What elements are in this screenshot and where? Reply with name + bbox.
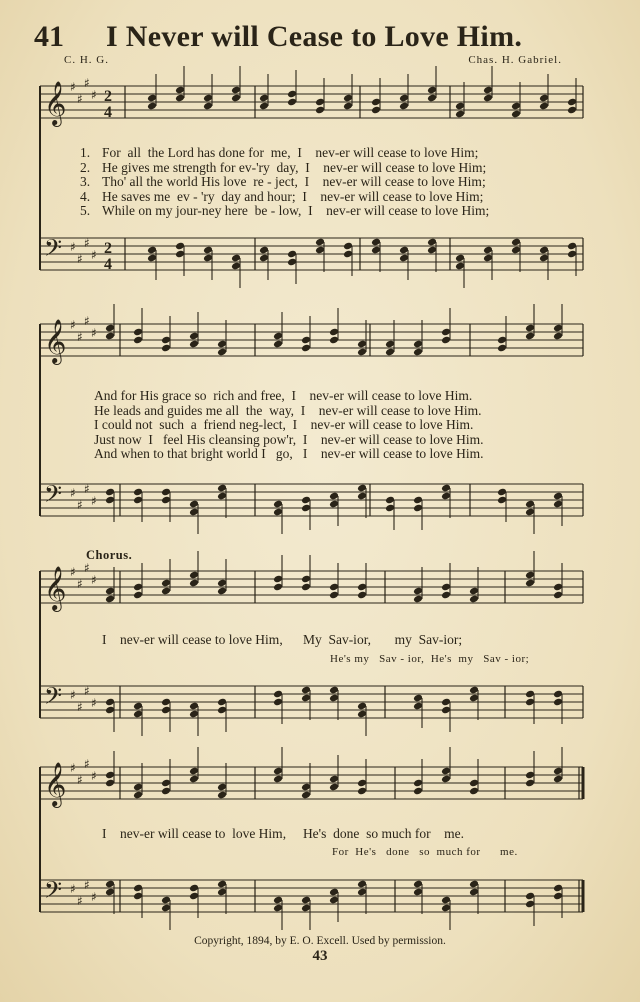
bass-clef: 𝄢 [44, 480, 63, 513]
verse-line: 5. While on my jour-ney here be - low, I nev-er will cease to love Him; [80, 203, 490, 218]
verse-line: And for His grace so rich and free, I nev-er will cease to love Him. [94, 388, 473, 403]
sharp-sign: ♯ [84, 482, 90, 496]
bass-clef: 𝄢 [44, 682, 63, 715]
hymn-number: 41 [34, 20, 64, 53]
verse-line: And when to that bright world I go, I nev-er will cease to love Him. [94, 446, 484, 461]
composer-name: Chas. H. Gabriel. [468, 54, 562, 66]
verse-line: Just now I feel His cleansing pow'r, I nev-er will cease to love Him. [94, 431, 484, 447]
chorus-label: Chorus. [86, 548, 133, 562]
sharp-sign: ♯ [77, 92, 83, 106]
sharp-sign: ♯ [70, 761, 76, 775]
time-signature-bottom: 4 [104, 104, 112, 121]
treble-clef: 𝄞 [44, 319, 67, 363]
sharp-sign: ♯ [91, 248, 97, 262]
verse-line: He leads and guides me all the way, I nev-er will cease to love Him. [94, 402, 482, 418]
sharp-sign: ♯ [70, 80, 76, 94]
sharp-sign: ♯ [70, 688, 76, 702]
sharp-sign: ♯ [91, 696, 97, 710]
sharp-sign: ♯ [70, 240, 76, 254]
sharp-sign: ♯ [77, 700, 83, 714]
treble-clef: 𝄞 [44, 81, 67, 125]
verse-line: I could not such a friend neg-lect, I nev-er will cease to love Him. [94, 417, 474, 432]
hymn-title: I Never will Cease to Love Him. [106, 20, 523, 53]
chorus-line-1-alto: He's my Sav - ior, He's my Sav - ior; [330, 653, 530, 665]
sharp-sign: ♯ [91, 769, 97, 783]
sharp-sign: ♯ [70, 486, 76, 500]
sharp-sign: ♯ [77, 773, 83, 787]
bass-clef: 𝄢 [44, 234, 63, 267]
sharp-sign: ♯ [70, 565, 76, 579]
page-number: 43 [312, 948, 328, 964]
verse-block-2 [94, 389, 484, 462]
sharp-sign: ♯ [91, 494, 97, 508]
sharp-sign: ♯ [84, 76, 90, 90]
sharp-sign: ♯ [91, 326, 97, 340]
chorus-line-2-alto: For He's done so much for me. [332, 846, 518, 858]
verse-line: 2. He gives me strength for ev-'ry day, I nev-er will cease to love Him; [80, 159, 487, 175]
time-signature-bottom: 4 [104, 256, 112, 273]
time-signature-top: 2 [104, 88, 112, 105]
sharp-sign: ♯ [91, 88, 97, 102]
treble-clef: 𝄞 [44, 566, 67, 610]
sharp-sign: ♯ [84, 878, 90, 892]
sharp-sign: ♯ [77, 330, 83, 344]
copyright-notice: Copyright, 1894, by E. O. Excell. Used by permission. [194, 935, 446, 947]
verse-line: 4. He saves me ev - 'ry day and hour; I nev-er will cease to love Him; [80, 188, 484, 204]
sharp-sign: ♯ [77, 577, 83, 591]
chorus-line-1: I nev-er will cease to love Him, My Sav-ior, my Sav-ior; [102, 632, 463, 647]
verse-line: 1. For all the Lord has done for me, I nev-er will cease to love Him; [80, 145, 479, 160]
time-signature-top: 2 [104, 240, 112, 257]
sharp-sign: ♯ [77, 498, 83, 512]
chorus-line-2: I nev-er will cease to love Him, He's done so much for me. [102, 826, 464, 841]
sharp-sign: ♯ [70, 882, 76, 896]
sharp-sign: ♯ [84, 314, 90, 328]
sharp-sign: ♯ [84, 236, 90, 250]
sharp-sign: ♯ [91, 573, 97, 587]
sharp-sign: ♯ [84, 684, 90, 698]
sharp-sign: ♯ [70, 318, 76, 332]
sharp-sign: ♯ [84, 757, 90, 771]
bass-clef: 𝄢 [44, 876, 63, 909]
sharp-sign: ♯ [91, 890, 97, 904]
composer-initials: C. H. G. [64, 54, 109, 66]
treble-clef: 𝄞 [44, 762, 67, 806]
verse-line: 3. Tho' all the world His love re - ject, I nev-er will cease to love Him; [80, 174, 486, 189]
sharp-sign: ♯ [77, 894, 83, 908]
verse-block-1 [80, 146, 489, 219]
sharp-sign: ♯ [84, 561, 90, 575]
sharp-sign: ♯ [77, 252, 83, 266]
